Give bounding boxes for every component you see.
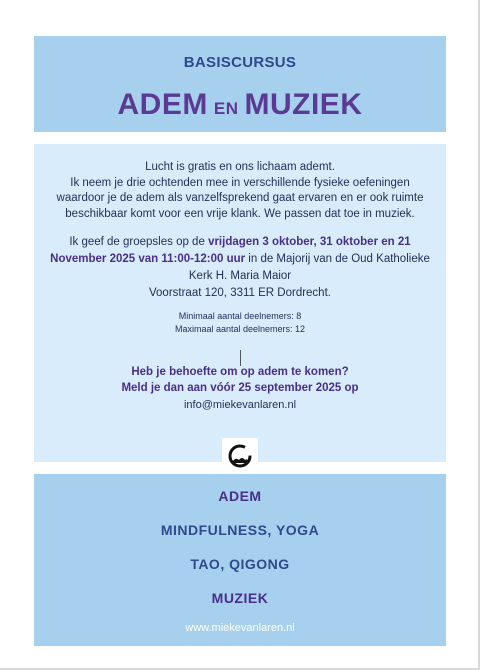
- course-subtitle: BASISCURSUS: [183, 54, 297, 71]
- schedule-address: Voorstraat 120, 3311 ER Dordrecht.: [149, 287, 331, 299]
- participants-min: Minimaal aantal deelnemers: 8: [178, 311, 302, 321]
- title-connector: EN: [213, 99, 239, 118]
- footer-banner: [34, 474, 446, 646]
- course-title: [34, 88, 446, 122]
- title-word-muziek: MUZIEK: [244, 88, 363, 121]
- footer-item-tao: TAO, QIGONG: [190, 556, 290, 572]
- schedule-lead: Ik geef de groepsles op de: [69, 236, 209, 248]
- signup-call: [46, 364, 434, 396]
- participants-max: Maximaal aantal deelnemers: 12: [174, 324, 306, 334]
- intro-line: beschikbaar komt voor een vrije klank. We passen dat toe in muziek.: [65, 207, 415, 220]
- signup-deadline: Meld je dan aan vóór 25 september 2025 op: [121, 382, 359, 394]
- logo: [222, 438, 258, 474]
- header-banner: [34, 36, 446, 132]
- schedule-location: in de Majorij van de Oud Katholieke Kerk H. Maria Maior: [188, 253, 430, 282]
- signup-email[interactable]: info@miekevanlaren.nl: [183, 399, 297, 411]
- participants-info: [46, 310, 434, 336]
- website-link[interactable]: www.miekevanlaren.nl: [185, 622, 295, 634]
- title-word-adem: ADEM: [117, 88, 208, 121]
- intro-line: waardoor je de adem als vanzelfsprekend gaat ervaren en er ook ruimte: [56, 192, 424, 204]
- intro-line: Lucht is gratis en ons lichaam ademt.: [145, 161, 335, 173]
- intro-line: Ik neem je drie ochtenden mee in verschillende fysieke oefeningen: [70, 176, 410, 189]
- footer-item-muziek: MUZIEK: [211, 590, 269, 606]
- enso-circle-logo-icon: [225, 441, 255, 471]
- footer-item-mindfulness: MINDFULNESS, YOGA: [160, 522, 320, 538]
- footer-item-adem: ADEM: [218, 488, 262, 504]
- intro-paragraph: [46, 160, 434, 222]
- info-panel: [34, 144, 446, 462]
- signup-question: Heb je behoefte om op adem te komen?: [131, 366, 349, 378]
- schedule-dates: vrijdagen 3 oktober, 31 oktober en 21 November 2025 van 11:00-12:00 uur: [50, 236, 411, 265]
- schedule-paragraph: [46, 234, 434, 302]
